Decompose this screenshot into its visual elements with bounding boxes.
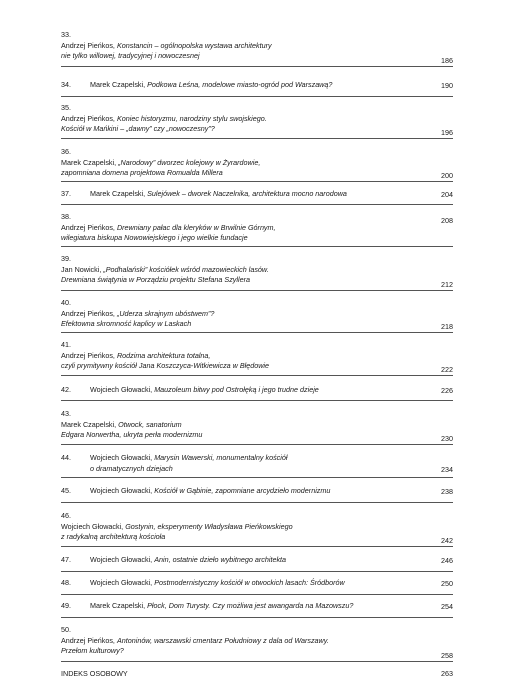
entry-title: Kościół w Mańkini – „dawny” czy „nowoczesny”? [61, 124, 215, 133]
entry-author: Wojciech Głowacki, [61, 521, 124, 531]
entry-title: Otwock, sanatorium [118, 419, 182, 429]
toc-entry [61, 484, 453, 503]
entry-page: 186 [441, 55, 453, 65]
entry-title: Konstancin – ogólnopolska wystawa architektury [116, 40, 272, 50]
entry-title: o dramatycznych dziejach [90, 463, 173, 473]
toc-entry [61, 340, 453, 376]
entry-number: 49. [61, 601, 71, 610]
entry-page: 196 [441, 127, 453, 137]
toc-entry [61, 382, 453, 401]
toc-entry [61, 212, 453, 247]
entry-number: 41. [61, 340, 71, 349]
toc-entry [61, 409, 453, 445]
entry-page: 226 [441, 385, 453, 395]
toc-entry [61, 511, 453, 547]
entry-page: 218 [441, 321, 453, 331]
entry-title: nie tylko willowej, tradycyjnej i nowoczesnej [61, 51, 200, 60]
index-label: INDEKS OSOBOWY [61, 669, 128, 678]
entry-page: 254 [441, 601, 453, 611]
entry-author: Marek Czapelski, [90, 601, 146, 610]
entry-number: 38. [61, 212, 71, 221]
toc-entry [61, 576, 453, 595]
entry-author: Wojciech Głowacki, [90, 453, 153, 462]
entry-page: 242 [441, 535, 453, 545]
entry-number: 37. [61, 189, 71, 198]
entry-title: Koniec historyzmu, narodziny stylu swojskiego. [116, 113, 267, 123]
entry-page: 204 [441, 189, 453, 199]
index-entry [61, 668, 453, 680]
entry-title: „Podhalański” kościółek wśród mazowieckich lasów. [103, 264, 269, 274]
entry-title: „Narodowy” dworzec kolejowy w Żyrardowie, [118, 157, 261, 167]
entry-title: Płock, Dom Turysty. Czy możliwa jest awangarda na Mazowszu? [147, 601, 354, 610]
entry-number: 39. [61, 254, 71, 263]
entry-title: Gostynin, eksperymenty Władysława Pieńkowskiego [125, 521, 293, 531]
entry-page: 230 [441, 433, 453, 443]
entry-page: 200 [441, 170, 453, 180]
toc-entry [61, 103, 453, 139]
entry-title: Kościół w Gąbinie, zapomniane arcydzieło modernizmu [154, 486, 331, 495]
entry-title: Marysin Wawerski, monumentalny kościół [154, 453, 288, 462]
entry-author: Jan Nowicki, [61, 264, 102, 274]
entry-number: 43. [61, 409, 71, 418]
toc-entry [61, 254, 453, 291]
entry-number: 48. [61, 578, 71, 587]
entry-title: Drewniany pałac dla kleryków w Brwilnie Górnym, [116, 222, 276, 232]
entry-author: Wojciech Głowacki, [90, 555, 153, 564]
entry-page: 208 [441, 215, 453, 225]
entry-page: 222 [441, 364, 453, 374]
entry-number: 36. [61, 147, 71, 156]
entry-author: Marek Czapelski, [61, 157, 117, 167]
entry-author: Andrzej Pieńkos, [61, 635, 115, 645]
toc-entry [61, 298, 453, 333]
entry-page: 246 [441, 555, 453, 565]
entry-page: 212 [441, 279, 453, 289]
entry-number: 35. [61, 103, 71, 112]
toc-entry [61, 451, 453, 478]
toc-entry [61, 625, 453, 662]
entry-number: 47. [61, 555, 71, 564]
toc-entry [61, 77, 453, 97]
entry-author: Wojciech Głowacki, [90, 486, 153, 495]
entry-title: Drewniana świątynia w Porządziu projektu Stefana Szyllera [61, 275, 250, 284]
entry-title: Postmodernistyczny kościół w otwockich lasach: Śródborów [154, 578, 345, 587]
entry-title: Podkowa Leśna, modelowe miasto-ogród pod Warszawą? [147, 80, 333, 89]
entry-number: 42. [61, 385, 71, 394]
entry-title: Rodzima architektura totalna, [116, 350, 211, 360]
entry-author: Marek Czapelski, [90, 189, 146, 198]
entry-title: z radykalną architekturą kościoła [61, 532, 166, 541]
entry-author: Andrzej Pieńkos, [61, 113, 115, 123]
toc-entry [61, 30, 453, 67]
entry-title: „Uderza skrajnym ubóstwem”? [116, 308, 215, 318]
entry-author: Marek Czapelski, [61, 419, 117, 429]
entry-author: Andrzej Pieńkos, [61, 40, 115, 50]
entry-title: Anin, ostatnie dzieło wybitnego architekta [154, 555, 287, 564]
entry-author: Wojciech Głowacki, [90, 578, 153, 587]
entry-author: Andrzej Pieńkos, [61, 308, 115, 318]
entry-page: 238 [441, 486, 453, 496]
entry-number: 44. [61, 453, 71, 462]
toc-entry [61, 599, 453, 618]
index-page: 263 [441, 668, 453, 678]
entry-title: Mauzoleum bitwy pod Ostrołęką i jego trudne dzieje [154, 385, 319, 394]
entry-title: Sulejówek – dworek Naczelnika, architektura mocno narodowa [147, 189, 347, 198]
toc-entry [61, 187, 453, 205]
entry-title: Antoninów, warszawski cmentarz Południowy z dala od Warszawy. [116, 635, 329, 645]
entry-title: Przełom kulturowy? [61, 646, 124, 655]
toc-entry [61, 553, 453, 572]
entry-title: wilegiatura biskupa Nowowiejskiego i jego wielkie fundacje [61, 233, 248, 242]
entry-title: zapomniana domena projektowa Romualda Millera [61, 168, 223, 177]
entry-title: Edgara Norwertha, ukryta perła modernizmu [61, 430, 203, 439]
entry-number: 40. [61, 298, 71, 307]
entry-number: 46. [61, 511, 71, 520]
entry-page: 234 [441, 464, 453, 474]
entry-number: 45. [61, 486, 71, 495]
entry-number: 33. [61, 30, 71, 39]
entry-title: Efektowna skromność kaplicy w Laskach [61, 319, 192, 328]
entry-number: 34. [61, 80, 71, 89]
entry-author: Andrzej Pieńkos, [61, 222, 115, 232]
entry-page: 250 [441, 578, 453, 588]
entry-page: 258 [441, 650, 453, 660]
entry-page: 190 [441, 80, 453, 90]
entry-author: Andrzej Pieńkos, [61, 350, 115, 360]
entry-title: czyli prymitywny kościół Jana Koszczyca-Witkiewicza w Błędowie [61, 361, 270, 370]
table-of-contents [61, 30, 453, 680]
entry-number: 50. [61, 625, 71, 634]
entry-author: Wojciech Głowacki, [90, 385, 153, 394]
entry-author: Marek Czapelski, [90, 80, 146, 89]
toc-entry [61, 147, 453, 182]
